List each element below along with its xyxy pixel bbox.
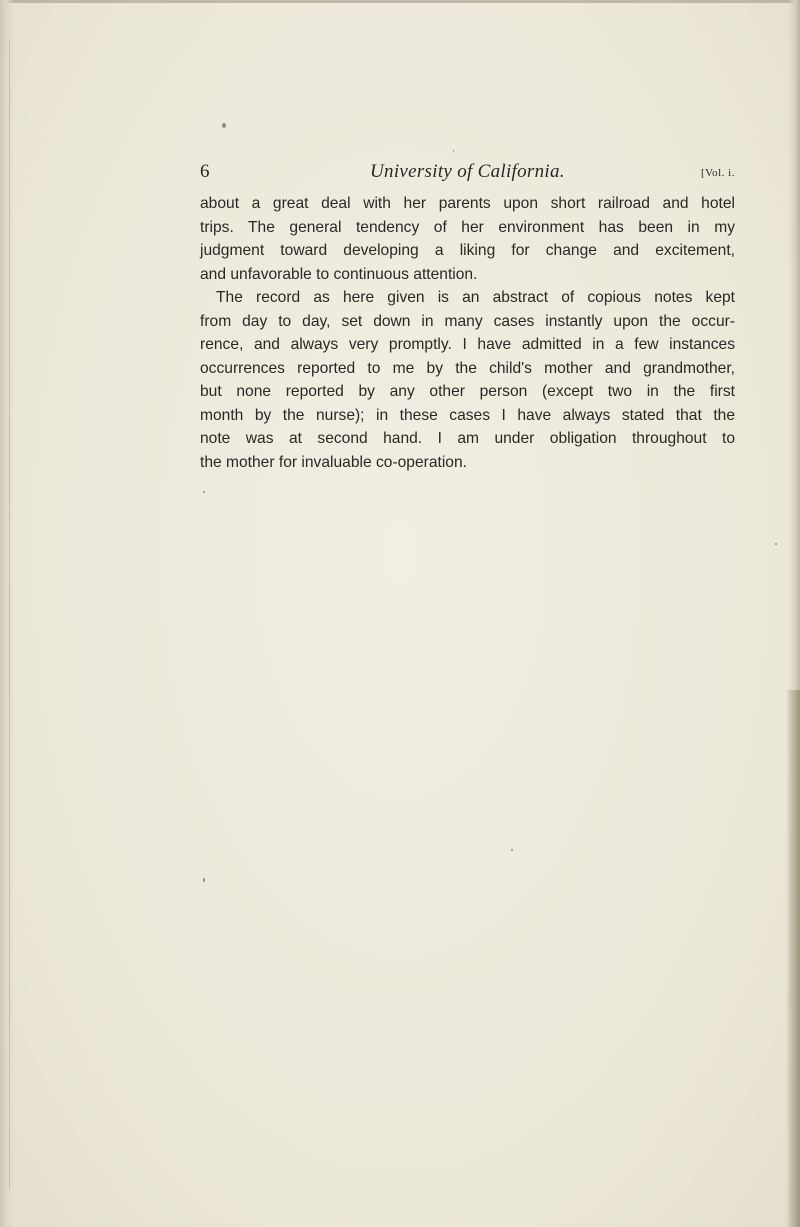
text-line: rence, and always very promptly. I have admitted in a few instances (200, 336, 735, 353)
text-line: note was at second hand. I am under obligation throughout to (200, 430, 735, 447)
paragraph (200, 286, 735, 474)
text-line: month by the nurse); in these cases I have always stated that the (200, 406, 735, 424)
paper-speck (511, 849, 513, 851)
volume-label: [Vol. i. (700, 167, 735, 179)
text-line: the mother for invaluable co-operation. (200, 453, 467, 471)
journal-title: University of California. (370, 161, 565, 182)
page-number: 6 (200, 161, 210, 182)
body-text (200, 192, 735, 474)
text-line: occurrences reported to me by the child's mother and grandmother, (200, 359, 735, 377)
text-line: judgment toward developing a liking for change and excitement, (200, 242, 735, 259)
paper-speck (453, 150, 454, 152)
running-head (200, 160, 735, 188)
paper-speck (203, 491, 205, 493)
paper-speck (775, 543, 777, 545)
paragraph (200, 192, 735, 286)
scan-top-edge (0, 0, 800, 3)
paper-speck (222, 123, 226, 128)
paper-speck (203, 878, 205, 882)
text-line: trips. The general tendency of her environment has been in my (200, 218, 735, 236)
text-line: and unfavorable to continuous attention. (200, 265, 478, 283)
text-line: but none reported by any other person (except two in the first (200, 383, 735, 400)
text-line: from day to day, set down in many cases instantly upon the occur- (200, 312, 735, 330)
scan-gutter-line (9, 40, 10, 1190)
text-line: The record as here given is an abstract of copious notes kept (216, 289, 735, 306)
scan-edge-stain (786, 690, 800, 1227)
text-line: about a great deal with her parents upon short railroad and hotel (200, 195, 735, 212)
scan-left-edge (0, 0, 14, 1227)
